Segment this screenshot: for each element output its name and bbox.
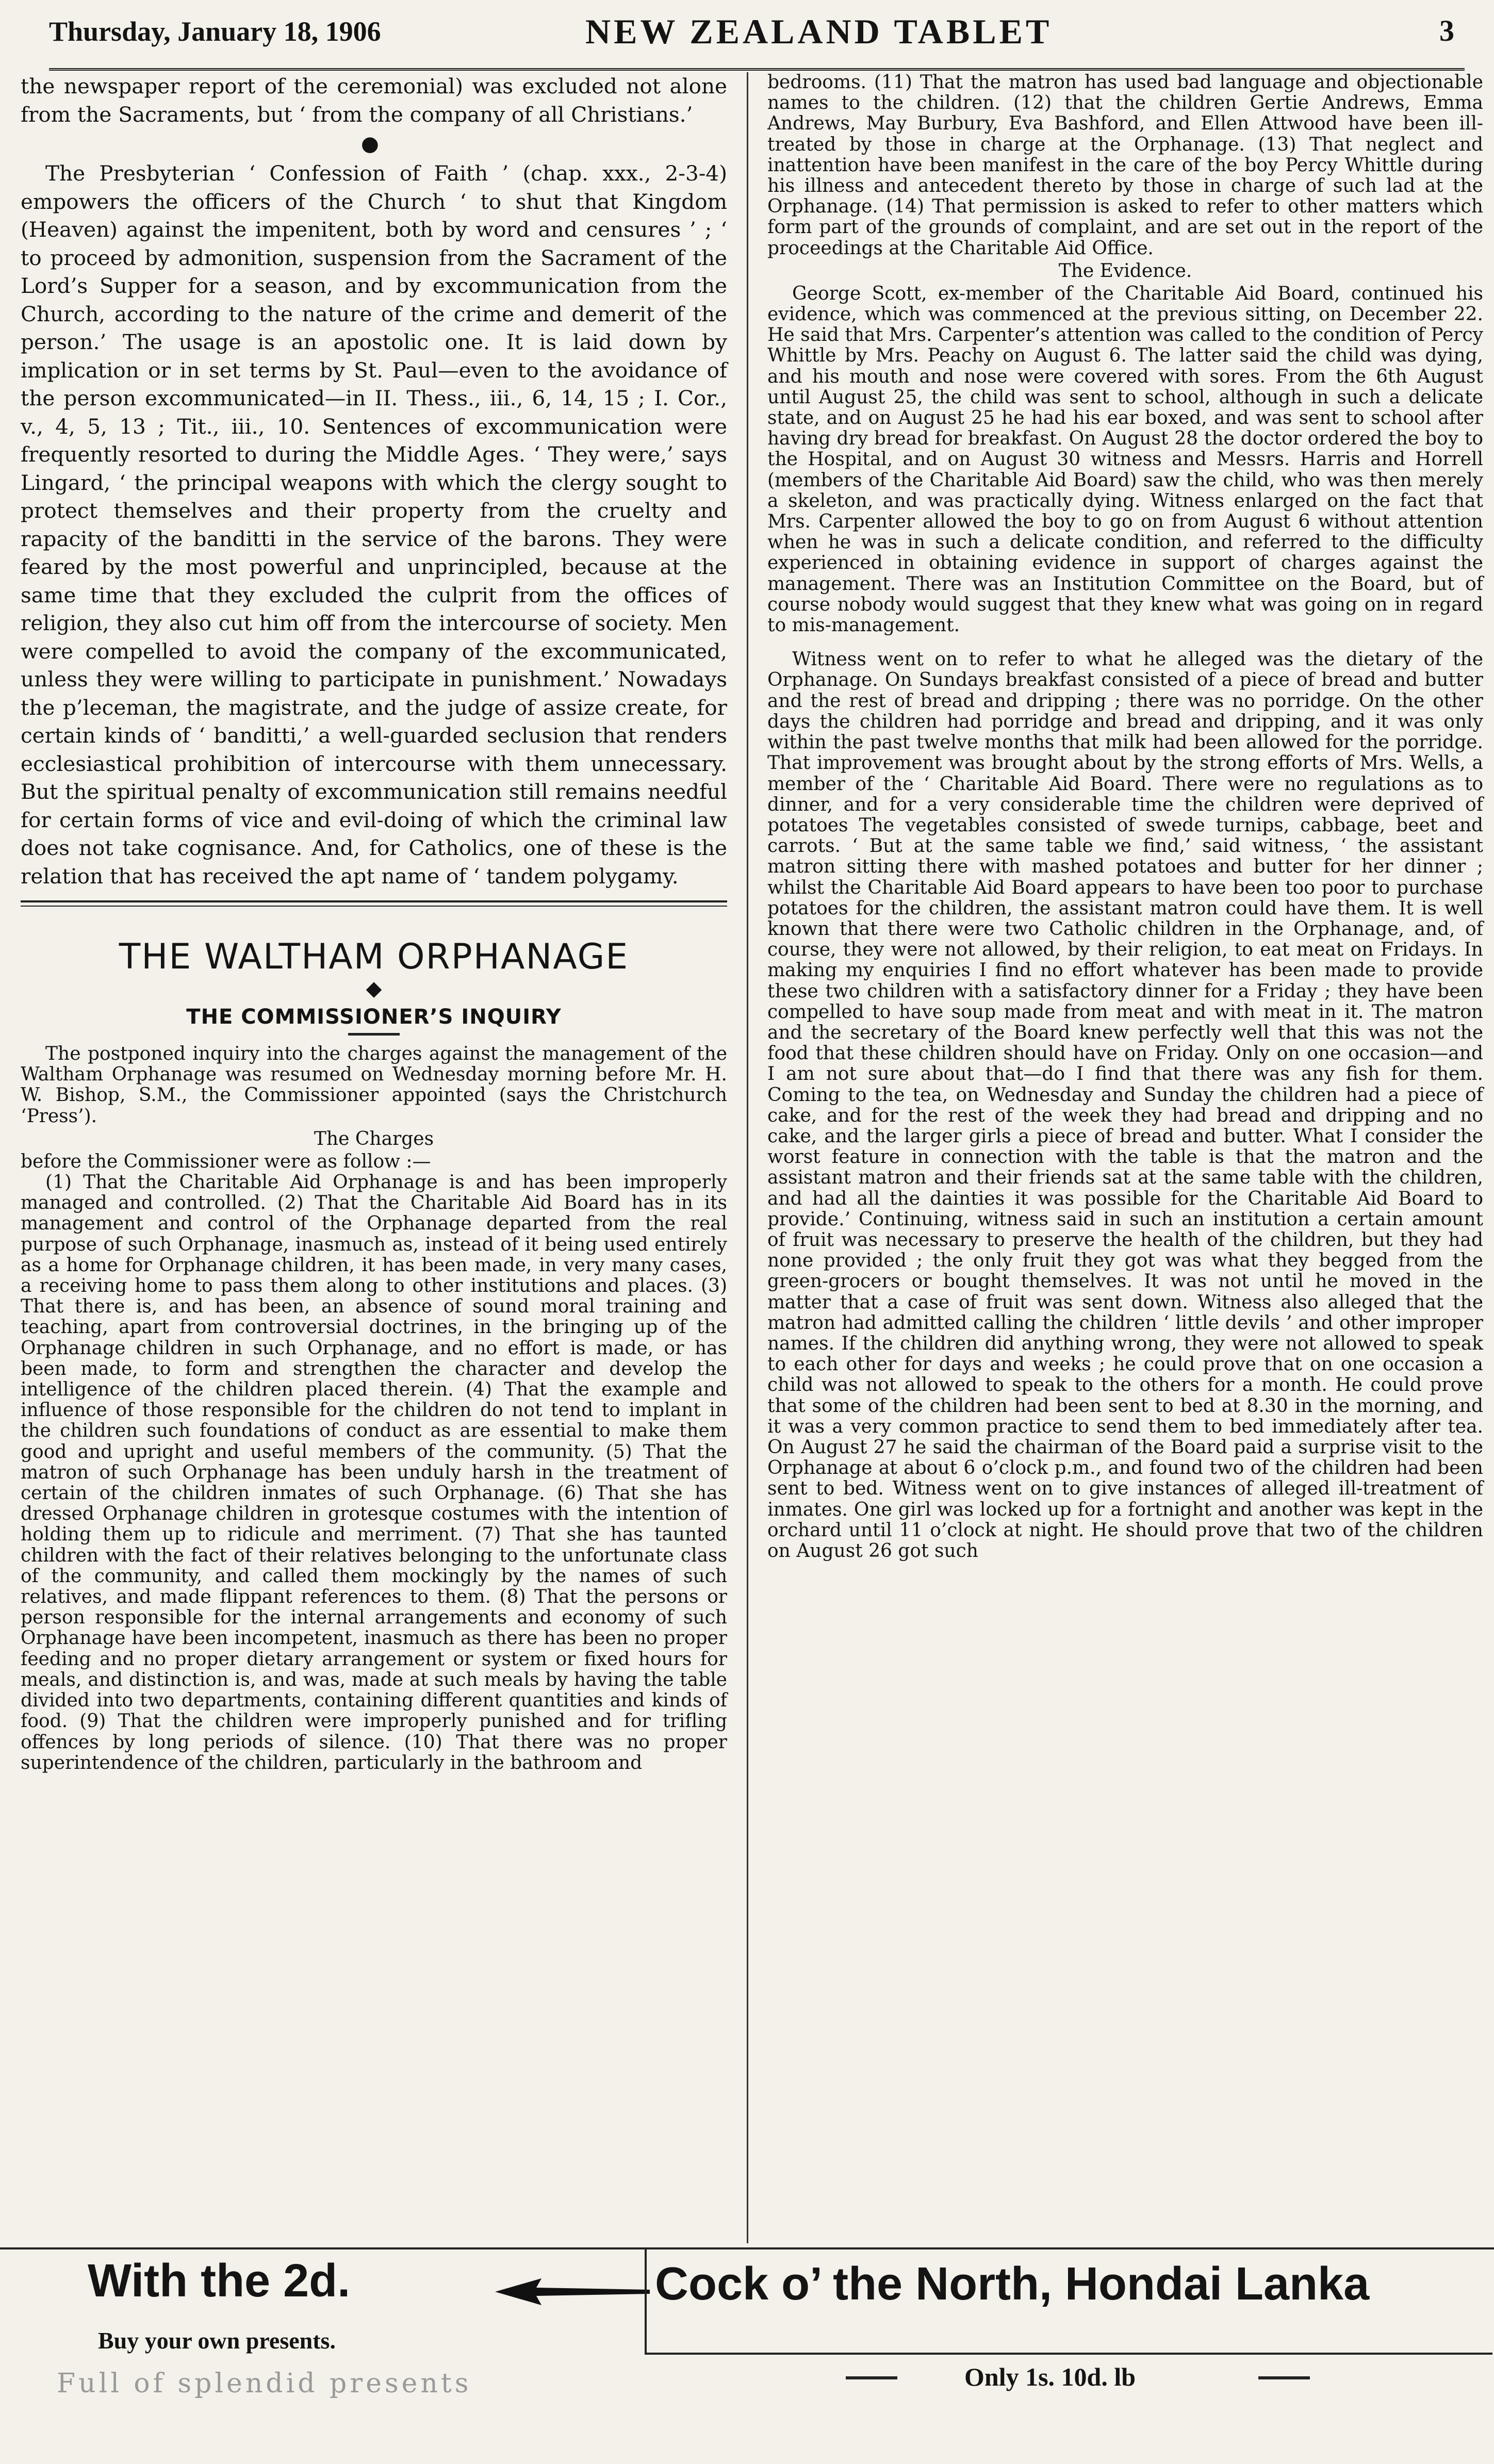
- left-column: [21, 72, 727, 1773]
- scott-evidence: George Scott, ex-member of the Charitable Aid Board, continued his evidence, which was commenced at the previous sitting, on December 22. He said that Mrs. Carpenter’s attention was called to the condition of Percy Whittle by Mrs. Peachy on August 6. The latter said the child was dying, and his mouth and nose were covered with sores. From the 6th August until August 25, the child was sent to school, although in such a delicate state, and on August 25 he had his ear boxed, and was sent to school after having dry bread for breakfast. On August 28 the doctor ordered the boy to the Hospital, and on August 30 witness and Messrs. Harris and Horrell (members of the Charitable Aid Board) saw the child, who was then merely a skeleton, and was practically dying. Witness enlarged on the fact that Mrs. Carpenter allowed the boy to go on from August 6 without attention when he was in such a delicate condition, and referred to the difficulty experienced in obtaining evidence in support of charges against the management. There was an Institution Committee on the Board, but of course nobody would suggest that they knew what was going on in regard to mis-management.: [767, 283, 1483, 636]
- dietary-evidence: Witness went on to refer to what he alleged was the dietary of the Orphanage. On Sundays breakfast consisted of a piece of bread and butter and the rest of bread and dripping ; there was no porridge. On the other days the children had porridge and bread and dripping, and it was only within the past twelve months that milk had been allowed for the porridge. That improvement was brought about by the strong efforts of Mrs. Wells, a member of the ‘ Charitable Aid Board. There were no regulations as to dinner, and for a very considerable time the children were deprived of potatoes The vegetables consisted of swede turnips, cabbage, beet and carrots. ‘ But at the same table we find,’ said witness, ‘ the assistant matron sitting there with mashed potatoes and butter for her dinner ; whilst the Charitable Aid Board appears to have been too poor to purchase potatoes for the children, the assistant matron could have them. It is well known that there were two Catholic children in the Orphanage, and, of course, they were not allowed, by their religion, to eat meat on Fridays. In making my enquiries I find no effort whatever has been made to provide these two children with a satisfactory dinner for a Friday ; they have been compelled to have soup made from meat and with meat in it. The matron and the secretary of the Board knew perfectly well that this was not the food that these children should have on Friday. Only on one occasion—and I am not sure about that—do I find that there was any fish for them. Coming to the tea, on Wednesday and Sunday the children had a piece of cake, and for the rest of the week they had bread and dripping and no cake, and the larger girls a piece of bread and butter. What I consider the worst feature in connection with the table is that the matron and the assistant matron and their friends sat at the same table with the children, and had all the dainties it was possible for the Charitable Aid Board to provide.’ Continuing, witness said in such an institution a certain amount of fruit was necessary to preserve the health of the children, but they had none provided ; the only fruit they got was what they begged from the green-grocers or bought themselves. It was not until he moved in the matter that a case of fruit was sent down. Witness also alleged that the matron had admitted calling the children ‘ little devils ’ and other improper names. If the children did anything wrong, they were not allowed to speak to each other for days and weeks ; he could prove that on one occasion a child was not allowed to speak to the others for a month. He could prove that some of the children had been sent to bed at 8.30 in the morning, and it was a very common practice to send them to bed immediately after tea. On August 27 he said the chairman of the Board paid a surprise visit to the Orphanage at about 6 o’clock p.m., and found two of the children had been sent to bed. Witness went on to give instances of alleged ill-treatment of inmates. One girl was locked up for a fortnight and another was kept in the orchard until 11 o’clock at night. He should prove that two of the children on August 26 got such: [767, 649, 1483, 1562]
- price-dash-right: [1258, 2376, 1310, 2379]
- page-header: [49, 6, 1465, 71]
- column-rule: [747, 72, 748, 2243]
- article-subtitle: THE COMMISSIONER’S INQUIRY: [186, 1005, 562, 1029]
- page-number: 3: [1439, 14, 1454, 47]
- charges-list: (1) That the Charitable Aid Orphanage is and has been improperly managed and controlled. (2) That the Charitable Aid Board has in its management and control of the Orphanage departed from the real purpose of such Orphanage, inasmuch as, instead of it being used entirely as a home for Orphanage children, it has been made, in very many cases, a receiving home to pass them along to other institutions and places. (3) That there is, and has been, an absence of sound moral training and teaching, apart from controversial doctrines, in the bringing up of the Orphanage children in such Orphanage, and no effort is made, or has been made, to form and strengthen the character and develop the intelligence of the children placed therein. (4) That the example and influence of those responsible for the children do not tend to implant in the children such foundations of conduct as are essential to make them good and upright and useful members of the community. (5) That the matron of such Orphanage has been unduly harsh in the treatment of certain of the children inmates of such Orphanage. (6) That she has dressed Orphanage children in grotesque costumes with the intention of holding them up to ridicule and merriment. (7) That she has taunted children with the fact of their relatives belonging to the unfortunate class of the community, and called them mockingly by the names of such relatives, and made flippant references to them. (8) That the persons or person responsible for the internal arrangements and economy of such Orphanage have been incompetent, inasmuch as there has been no proper feeding and no proper dietary arrangement or system or fixed hours for meals, and distinction is, and was, made at such meals by having the table divided into two departments, containing different quantities and kinds of food. (9) That the children were improperly punished and for trifling offences by long periods of silence. (10) That there was no proper superintendence of the children, particularly in the bathroom and: [21, 1172, 727, 1773]
- advertisement-strip: [0, 2247, 1494, 2464]
- subtitle-rule: [348, 1033, 400, 1036]
- ad-left-headline: With the 2d.: [88, 2255, 351, 2307]
- ad-left-faded-text: Full of splendid presents: [57, 2368, 472, 2399]
- section-ornament: ●: [361, 132, 379, 156]
- charges-heading: The Charges: [314, 1128, 434, 1149]
- presbyterian-paragraph: The Presbyterian ‘ Confession of Faith ’ (chap. xxx., 2-3-4) empowers the officers of the Church ‘ to shut that Kingdom (Heaven) against the impenitent, both by word and censures ’ ; ‘ to proceed by admonition, suspension from the Sacrament of the Lord’s Supper for a season, and by excommunication from the Church, according to the nature of the crime and demerit of the person.’ The usage is an apostolic one. It is laid down by implication or in set terms by St. Paul—even to the avoidance of the person excommunicated—in II. Thess., iii., 6, 14, 15 ; I. Cor., v., 4, 5, 13 ; Tit., iii., 10. Sentences of excommunication were frequently resorted to during the Middle Ages. ‘ They were,’ says Lingard, ‘ the principal weapons with which the clergy sought to protect themselves and their property from the cruelty and rapacity of the banditti in the service of the barons. They were feared by the most powerful and unprincipled, because at the same time that they excluded the culprit from the offices of religion, they also cut him off from the intercourse of society. Men were compelled to avoid the company of the excommunicated, unless they were willing to participate in punishment.’ Nowadays the p’leceman, the magistrate, and the judge of assize create, for certain kinds of ‘ banditti,’ a well-guarded seclusion that renders ecclesiastical prohibition of intercourse with them unnecessary. But the spiritual penalty of excommunication still remains needful for certain forms of vice and evil-doing of which the criminal law does not take cognisance. And, for Catholics, one of these is the relation that has received the apt name of ‘ tandem polygamy.: [21, 161, 727, 889]
- ad-right-headline: Cock o’ the North, Hondai Lanka: [655, 2258, 1370, 2310]
- evidence-heading: The Evidence.: [1058, 260, 1192, 282]
- paragraph-gap: [767, 636, 1483, 649]
- charges-list-continued: bedrooms. (11) That the matron has used bad language and objectionable names to the children. (12) that the children Gertie Andrews, Emma Andrews, May Burbury, Eva Bashford, and Ellen Attwood have been ill-treated by those in charge at the Orphanage. (13) That neglect and inattention have been manifest in the care of the boy Percy Whittle during his illness and antecedent thereto by those in charge of such lad at the Orphanage. (14) That permission is asked to refer to other matters which form part of the grounds of complaint, and are set out in the report of the proceedings at the Charitable Aid Office.: [767, 72, 1483, 259]
- section-divider: [21, 900, 727, 907]
- masthead-title: NEW ZEALAND TABLET: [585, 12, 1053, 51]
- inquiry-intro: The postponed inquiry into the charges against the management of the Waltham Orphanage was resumed on Wednesday morning before Mr. H. W. Bishop, S.M., the Commissioner appointed (says the Christchurch ‘Press’).: [21, 1043, 727, 1127]
- pointing-arrow-icon: [495, 2276, 650, 2307]
- article-title: THE WALTHAM ORPHANAGE: [119, 937, 629, 977]
- ad-right-price: Only 1s. 10d. lb: [964, 2362, 1136, 2391]
- excommunication-paragraph-end: the newspaper report of the ceremonial) was excluded not alone from the Sacraments, but ‘ from the company of all Christians.’: [21, 74, 727, 127]
- price-dash-left: [846, 2376, 897, 2379]
- right-column: [767, 72, 1483, 1562]
- title-ornament: ◆: [366, 977, 382, 1000]
- charges-lead: before the Commissioner were as follow :—: [21, 1151, 431, 1172]
- ad-left-subline: Buy your own presents.: [98, 2327, 336, 2354]
- issue-date: Thursday, January 18, 1906: [49, 16, 381, 47]
